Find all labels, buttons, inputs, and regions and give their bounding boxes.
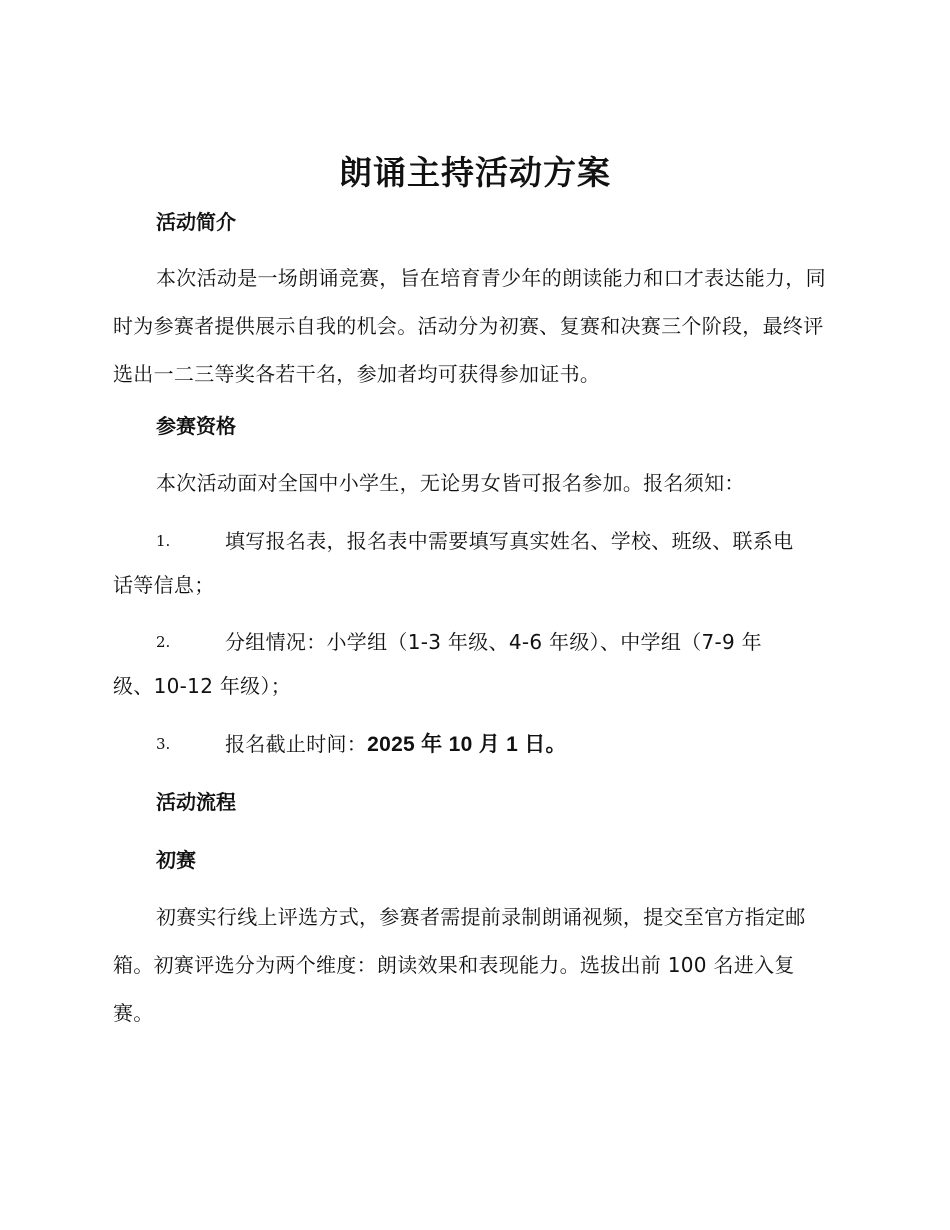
- section-heading-process: 活动流程: [156, 790, 236, 814]
- eligibility-paragraph: 本次活动面对全国中小学生，无论男女皆可报名参加。报名须知：: [156, 471, 745, 495]
- list-number: 1.: [156, 532, 171, 550]
- list-item-text: 分组情况：小学组（1-3 年级、4-6 年级）、中学组（7-9 年: [225, 630, 762, 654]
- intro-paragraph: 本次活动是一场朗诵竞赛，旨在培育青少年的朗读能力和口才表达能力，同时为参赛者提供展示自我的机会。活动分为初赛、复赛和决赛三个阶段，最终评选出一二三等奖各若干名，参加者均可获得参加证书。: [113, 266, 826, 386]
- list-item-text: 填写报名表，报名表中需要填写真实姓名、学校、班级、联系电: [225, 529, 794, 553]
- list-item-2: [113, 620, 835, 708]
- document-title: 朗诵主持活动方案: [339, 153, 611, 192]
- list-item-continuation: 级、10-12 年级）；: [113, 674, 292, 698]
- list-item-text: 报名截止时间：: [225, 732, 368, 756]
- list-number: 3.: [156, 735, 171, 753]
- section-heading-eligibility: 参赛资格: [156, 414, 236, 438]
- list-number: 2.: [156, 633, 171, 651]
- list-item-3: [113, 722, 835, 767]
- deadline-date: 2025 年 10 月 1 日。: [367, 733, 567, 756]
- preliminary-paragraph: 初赛实行线上评选方式，参赛者需提前录制朗诵视频，提交至官方指定邮箱。初赛评选分为两个维度：朗读效果和表现能力。选拔出前 100 名进入复赛。: [113, 905, 806, 1025]
- list-item-1: [113, 519, 835, 607]
- section-heading-intro: 活动简介: [156, 210, 236, 234]
- subsection-heading-preliminary: 初赛: [156, 848, 196, 872]
- list-item-continuation: 话等信息；: [113, 573, 215, 597]
